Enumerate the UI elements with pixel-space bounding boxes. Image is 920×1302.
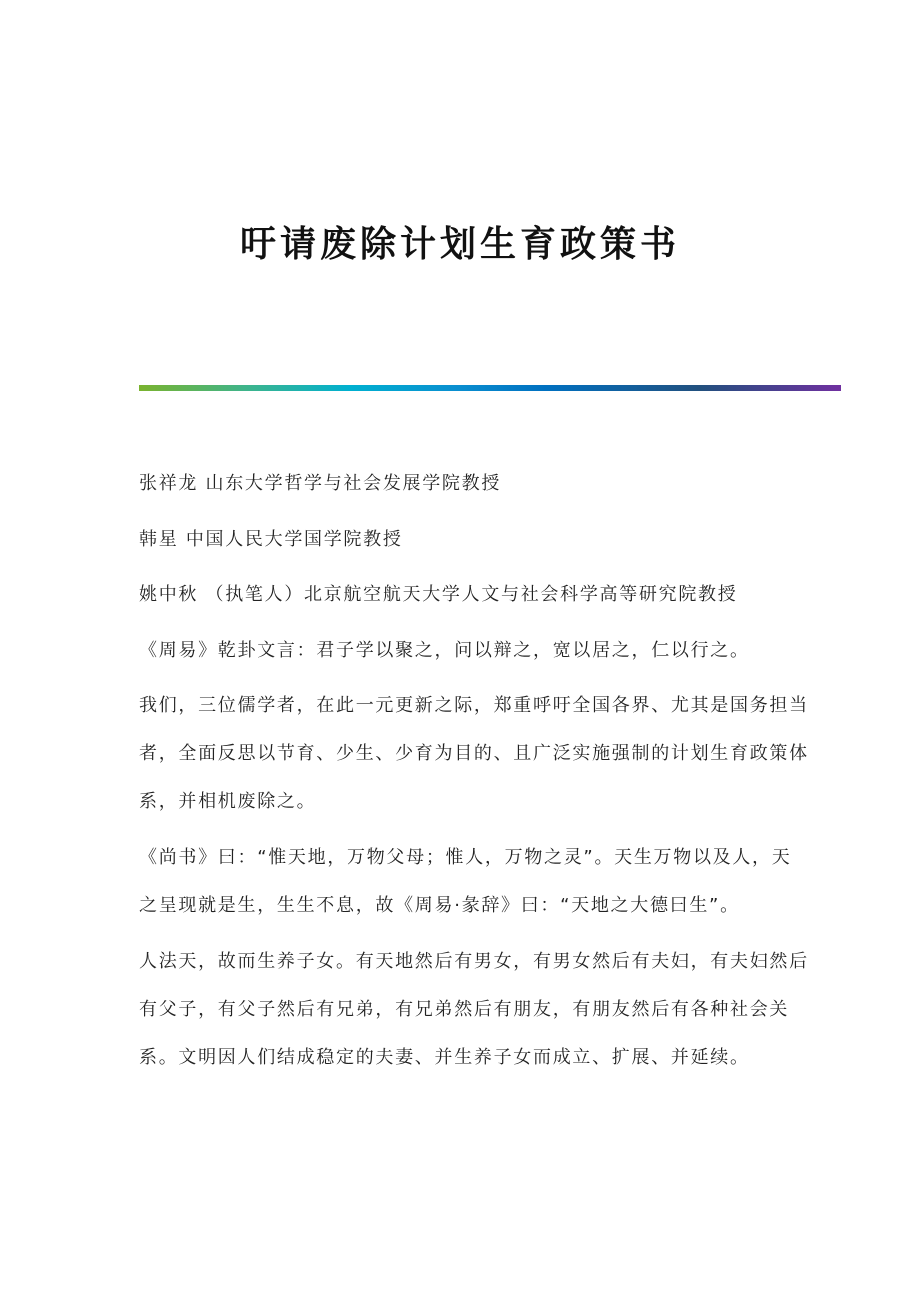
gradient-divider xyxy=(139,385,841,391)
author-line: 张祥龙 山东大学哲学与社会发展学院教授 xyxy=(139,473,502,494)
paragraph-line: 我们，三位儒学者，在此一元更新之际，郑重呼吁全国各界、尤其是国务担当 xyxy=(139,695,809,716)
paragraph-line: 系，并相机废除之。 xyxy=(139,791,317,812)
paragraph-line: 者，全面反思以节育、少生、少育为目的、且广泛实施强制的计划生育政策体 xyxy=(139,743,809,764)
paragraph-line: 有父子，有父子然后有兄弟，有兄弟然后有朋友，有朋友然后有各种社会关 xyxy=(139,999,790,1020)
paragraph-line: 之呈现就是生，生生不息，故《周易·彖辞》曰：“天地之大德曰生”。 xyxy=(139,895,740,916)
paragraph-line: 人法天，故而生养子女。有天地然后有男女，有男女然后有夫妇，有夫妇然后 xyxy=(139,951,809,972)
author-line: 姚中秋 （执笔人）北京航空航天大学人文与社会科学高等研究院教授 xyxy=(139,584,738,605)
document-title: 吁请废除计划生育政策书 xyxy=(239,223,680,265)
paragraph-line: 系。文明因人们结成稳定的夫妻、并生养子女而成立、扩展、并延续。 xyxy=(139,1047,750,1068)
paragraph-line: 《尚书》曰：“惟天地，万物父母；惟人，万物之灵”。天生万物以及人，天 xyxy=(139,847,792,868)
paragraph-line: 《周易》乾卦文言：君子学以聚之，问以辩之，宽以居之，仁以行之。 xyxy=(139,640,750,661)
author-line: 韩星 中国人民大学国学院教授 xyxy=(139,529,403,550)
